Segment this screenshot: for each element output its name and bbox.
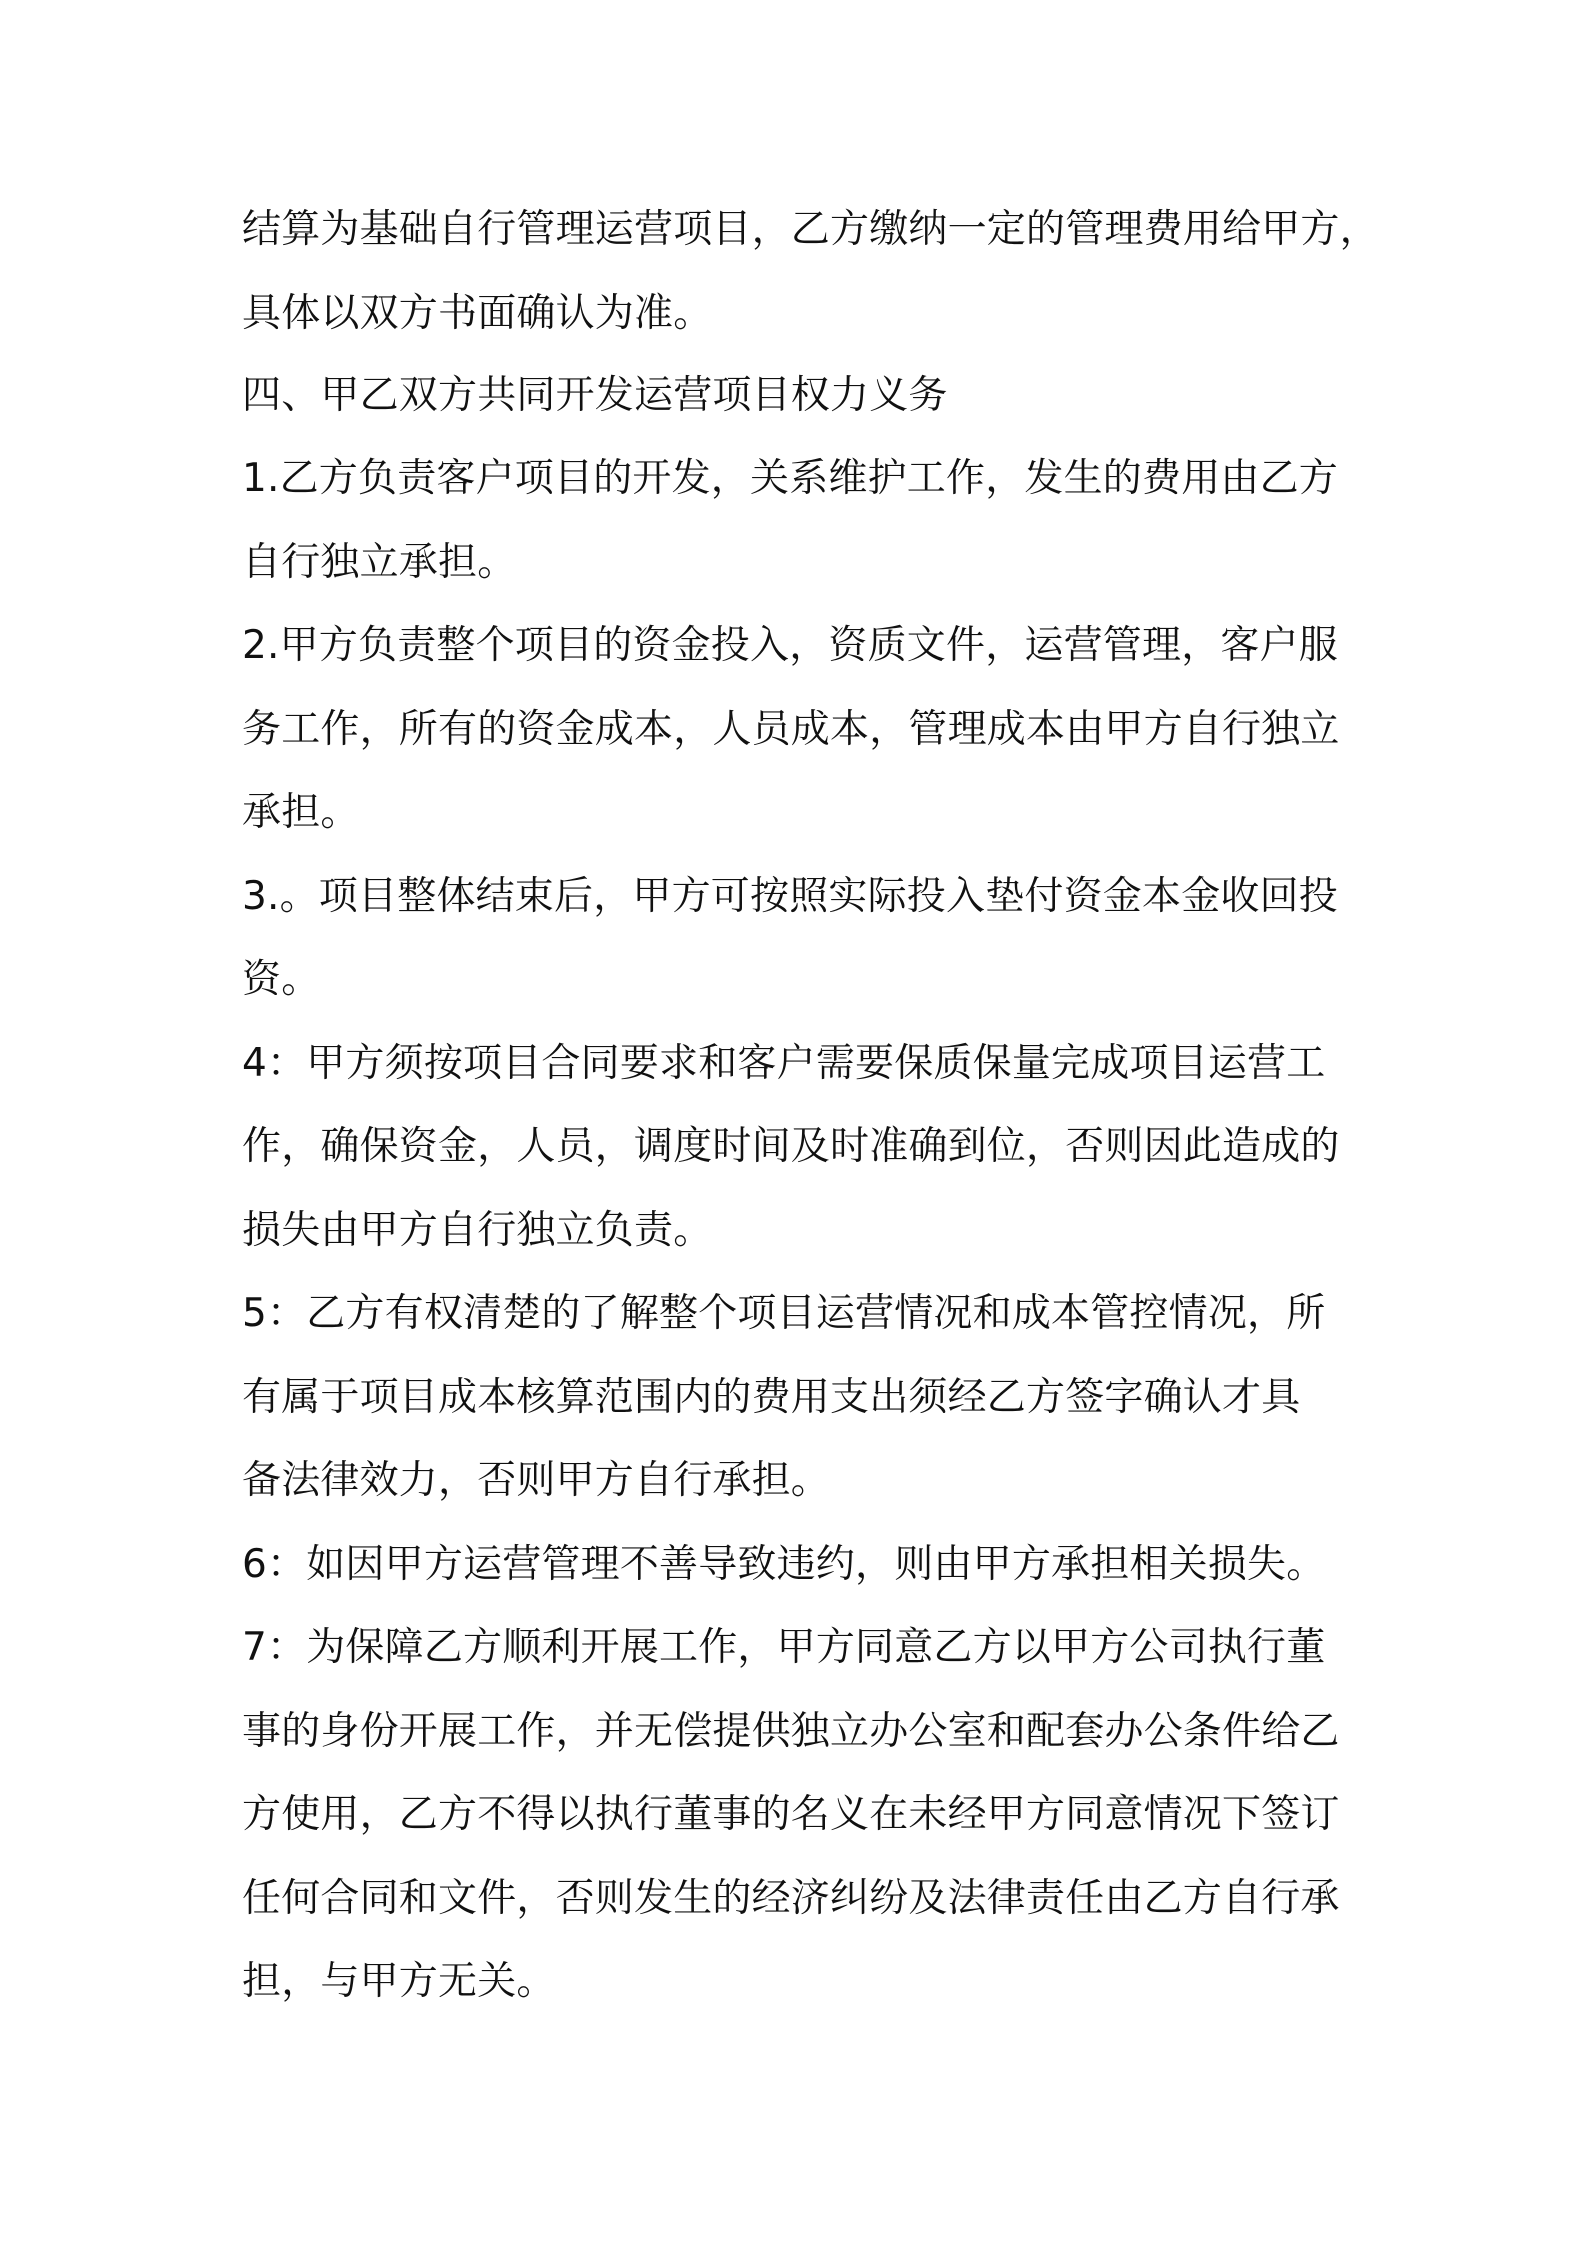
text-line: 承担。: [242, 790, 360, 835]
text-line: 事的身份开展工作，并无偿提供独立办公室和配套办公条件给乙: [242, 1709, 1340, 1754]
text-line: 备法律效力，否则甲方自行承担。: [242, 1458, 831, 1503]
text-line: 1.乙方负责客户项目的开发，关系维护工作，发生的费用由乙方: [242, 456, 1339, 501]
text-line: 任何合同和文件，否则发生的经济纠纷及法律责任由乙方自行承: [242, 1876, 1340, 1921]
text-line: 损失由甲方自行独立负责。: [242, 1208, 713, 1253]
text-line: 自行独立承担。: [242, 540, 517, 585]
text-line: 2.甲方负责整个项目的资金投入，资质文件，运营管理，客户服: [242, 623, 1339, 668]
text-line: 7：为保障乙方顺利开展工作，甲方同意乙方以甲方公司执行董: [242, 1625, 1326, 1670]
text-line: 4：甲方须按项目合同要求和客户需要保质保量完成项目运营工: [242, 1041, 1326, 1086]
text-line: 5：乙方有权清楚的了解整个项目运营情况和成本管控情况，所: [242, 1291, 1326, 1336]
text-line: 方使用，乙方不得以执行董事的名义在未经甲方同意情况下签订: [242, 1792, 1340, 1837]
text-line: 6：如因甲方运营管理不善导致违约，则由甲方承担相关损失。: [242, 1542, 1326, 1587]
section-heading: 四、甲乙双方共同开发运营项目权力义务: [242, 373, 948, 418]
text-line: 结算为基础自行管理运营项目，乙方缴纳一定的管理费用给甲方，: [242, 207, 1379, 252]
text-line: 3.。项目整体结束后，甲方可按照实际投入垫付资金本金收回投: [242, 874, 1339, 919]
text-line: 务工作，所有的资金成本，人员成本，管理成本由甲方自行独立: [242, 707, 1340, 752]
text-line: 资。: [242, 957, 321, 1002]
text-line: 担，与甲方无关。: [242, 1959, 556, 2004]
text-line: 作，确保资金，人员，调度时间及时准确到位，否则因此造成的: [242, 1124, 1340, 1169]
text-line: 有属于项目成本核算范围内的费用支出须经乙方签字确认才具: [242, 1375, 1301, 1420]
text-line: 具体以双方书面确认为准。: [242, 291, 713, 336]
